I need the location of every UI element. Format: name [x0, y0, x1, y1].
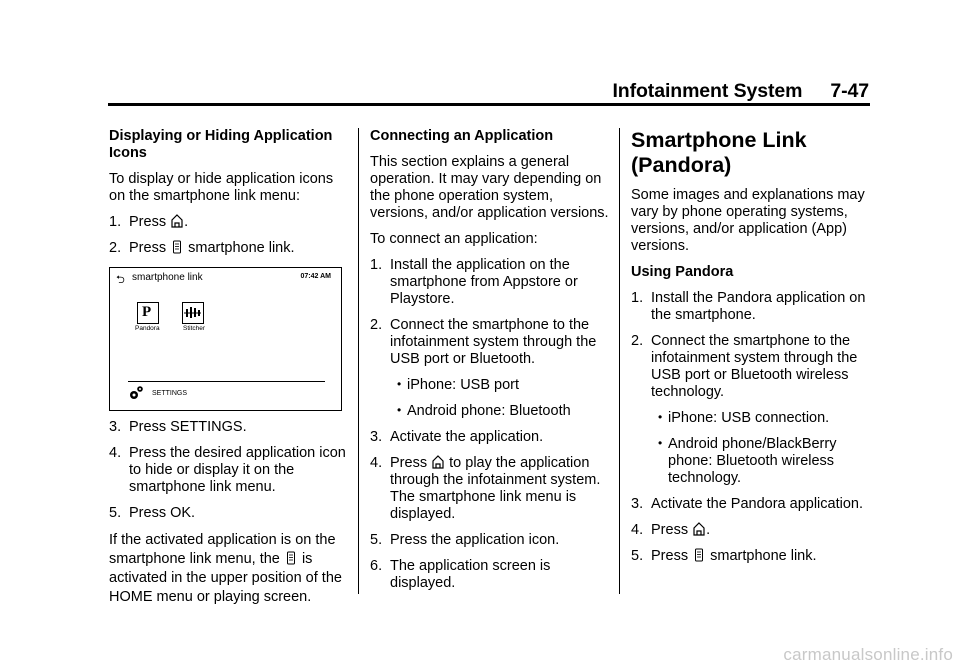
col2-step-5: [370, 532, 610, 549]
step-text: Connect the smartphone to the infotainment system through the USB port or Bluetooth wireless technology.: [651, 333, 858, 400]
step-text: Install the Pandora application on the smartphone.: [651, 290, 866, 323]
step-text: Press: [129, 240, 167, 256]
step-number: 4.: [109, 445, 122, 461]
step-number: 1.: [370, 257, 383, 273]
figure-screen-title: smartphone link: [132, 272, 203, 283]
step-number: 5.: [109, 505, 122, 521]
pandora-app-label: Pandora: [135, 325, 160, 332]
col3-bullet-android: [631, 436, 876, 487]
col1-closing-paragraph: [109, 531, 354, 607]
home-icon: [171, 214, 183, 228]
header-page-number: 7-47: [830, 80, 869, 102]
stitcher-app-icon: [182, 302, 204, 324]
col2-bullet-android: [370, 403, 610, 420]
step-text: Press SETTINGS.: [129, 419, 247, 435]
step-number: 3.: [631, 496, 644, 512]
figure-clock: 07:42 AM: [300, 273, 331, 280]
section-title-smartphone-link: Smartphone Link (Pandora): [631, 128, 807, 177]
heading-connecting-application: Connecting an Application: [370, 128, 554, 144]
col2-step-3: [370, 429, 610, 446]
step-number: 4.: [631, 522, 644, 538]
smartphone-icon: [285, 551, 297, 565]
step-text: Press the desired application icon to hide or display it on the smartphone link menu.: [129, 445, 346, 495]
col3-step-5: [631, 548, 876, 565]
step-text: Install the application on the smartphone from Appstore or Playstore.: [390, 257, 578, 307]
step-number: 5.: [370, 532, 383, 548]
col2-lead: To connect an application:: [370, 231, 538, 247]
bullet-icon: •: [397, 377, 402, 391]
step-number: 2.: [370, 317, 383, 333]
col2-step-1: [370, 257, 610, 308]
running-header: [612, 80, 869, 103]
header-section-title: Infotainment System: [612, 80, 803, 102]
col1-intro: To display or hide application icons on the smartphone link menu:: [109, 171, 334, 204]
column-2: [370, 128, 610, 601]
heading-display-hide-icons: Displaying or Hiding Application Icons: [109, 128, 333, 161]
step-text-after: to play the application through the infotainment system. The smartphone link menu is displayed.: [390, 455, 601, 522]
bullet-icon: •: [658, 436, 663, 450]
step-period: .: [184, 214, 189, 230]
col3-bullet-iphone: [631, 410, 876, 427]
step-text-after: smartphone link.: [188, 240, 295, 256]
step-text: Press: [651, 522, 689, 538]
col2-intro: This section explains a general operation. It may vary depending on the phone operation system, versions, and/or application versions.: [370, 154, 609, 221]
subheading-using-pandora: Using Pandora: [631, 264, 734, 280]
step-number: 4.: [370, 455, 383, 471]
bullet-text: iPhone: USB connection.: [668, 410, 830, 426]
step-text: Activate the Pandora application.: [651, 496, 863, 512]
col3-intro: Some images and explanations may vary by phone operating systems, versions, and/or application (App) versions.: [631, 187, 865, 254]
watermark-text: carmanualsonline.info: [783, 645, 953, 664]
col2-step-6: [370, 558, 610, 592]
col3-step-3: [631, 496, 876, 513]
pandora-logo-icon: P: [142, 304, 152, 320]
step-text: Press OK.: [129, 505, 196, 521]
column-1-continued: [109, 419, 354, 616]
home-icon: [693, 522, 705, 536]
step-text: Press: [390, 455, 428, 471]
figure-settings-label: SETTINGS: [152, 390, 188, 397]
stitcher-app-label: Stitcher: [183, 325, 206, 332]
step-number: 2.: [631, 333, 644, 349]
figure-divider: [128, 381, 325, 382]
col2-step-4: [370, 455, 610, 523]
smartphone-icon: [171, 240, 183, 254]
col1-step-1: [109, 214, 352, 231]
column-3: [631, 128, 876, 574]
col2-bullet-iphone: [370, 377, 610, 394]
step-period: .: [706, 522, 711, 538]
column-divider-right: [619, 128, 620, 594]
col3-step-1: [631, 290, 876, 324]
step-number: 6.: [370, 558, 383, 574]
pandora-app-icon: [137, 302, 159, 324]
step-number: 1.: [109, 214, 122, 230]
col2-step-2: [370, 317, 610, 368]
smartphone-icon: [693, 548, 705, 562]
step-number: 5.: [631, 548, 644, 564]
col3-step-2: [631, 333, 876, 401]
step-text: Activate the application.: [390, 429, 544, 445]
step-text: Connect the smartphone to the infotainment system through the USB port or Bluetooth.: [390, 317, 597, 367]
bullet-text: Android phone/BlackBerry phone: Bluetooth wireless technology.: [668, 436, 837, 486]
col1-step-5: [109, 505, 354, 522]
step-number: 3.: [109, 419, 122, 435]
stitcher-logo-icon: [183, 303, 202, 322]
step-number: 1.: [631, 290, 644, 306]
header-rule: [108, 103, 870, 106]
column-divider-left: [358, 128, 359, 594]
col1-step-3: [109, 419, 354, 436]
settings-gear-icon: [128, 385, 144, 401]
smartphone-link-screen-figure: [109, 267, 342, 411]
step-text-after: smartphone link.: [710, 548, 817, 564]
step-text: The application screen is displayed.: [390, 558, 551, 591]
back-arrow-icon: ⮌: [116, 274, 125, 286]
bullet-text: iPhone: USB port: [407, 377, 520, 393]
col3-step-4: [631, 522, 876, 539]
bullet-text: Android phone: Bluetooth: [407, 403, 571, 419]
home-icon: [432, 455, 444, 469]
step-text: Press the application icon.: [390, 532, 560, 548]
step-text: Press: [651, 548, 689, 564]
step-number: 3.: [370, 429, 383, 445]
paragraph-text: If the activated application is on the smartphone link menu, the: [109, 532, 336, 567]
bullet-icon: •: [397, 403, 402, 417]
column-1: [109, 128, 352, 266]
step-number: 2.: [109, 240, 122, 256]
step-text: Press: [129, 214, 167, 230]
col1-step-4: [109, 445, 354, 496]
paragraph-text: is activated in the upper position of the HOME menu or playing screen.: [109, 551, 342, 605]
bullet-icon: •: [658, 410, 663, 424]
col1-step-2: [109, 240, 352, 257]
